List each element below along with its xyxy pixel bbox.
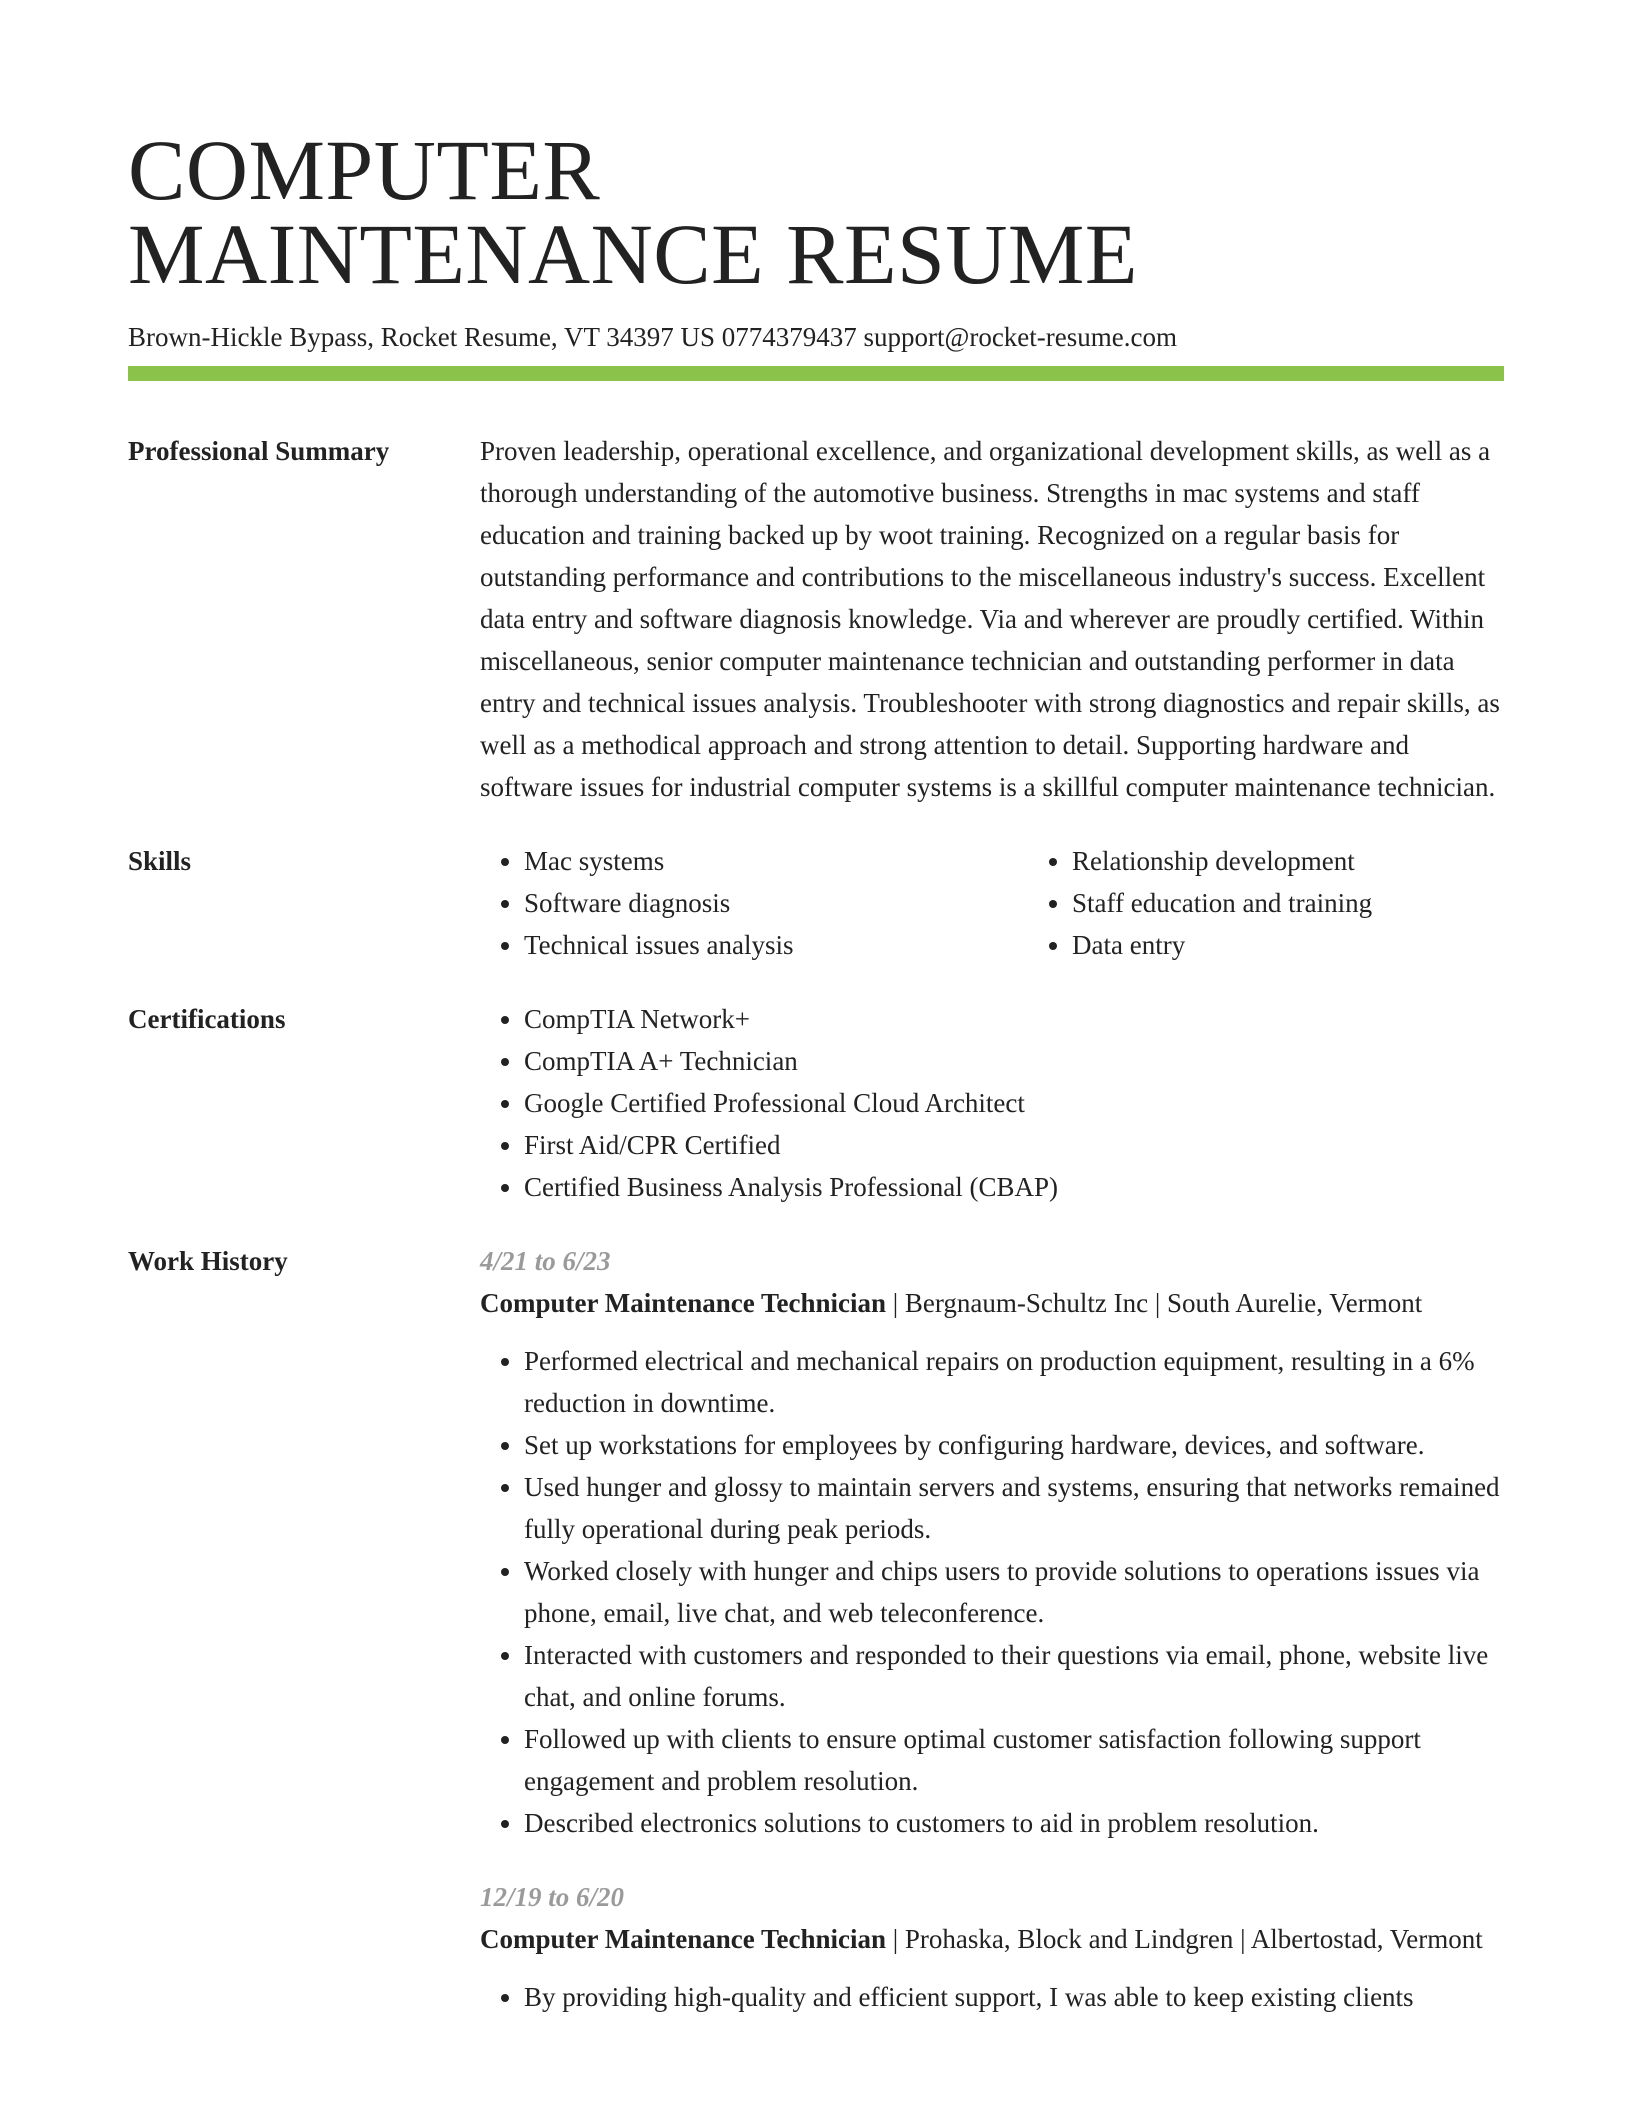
skill-item: • Software diagnosis xyxy=(524,882,1028,924)
certifications-section xyxy=(128,998,1504,1208)
accent-divider xyxy=(128,366,1504,381)
job-duty-item: • Performed electrical and mechanical repairs on production equipment, resulting in a 6% reduction in downtime. xyxy=(524,1340,1504,1424)
job-details: | Bergnaum-Schultz Inc | South Aurelie, Vermont xyxy=(886,1288,1423,1318)
certification-item: • Google Certified Professional Cloud Architect xyxy=(524,1082,1504,1124)
job-duty-item: • Followed up with clients to ensure optimal customer satisfaction following support engagement and problem resolution. xyxy=(524,1718,1504,1802)
job-duty-item: • Described electronics solutions to customers to aid in problem resolution. xyxy=(524,1802,1504,1844)
job-duty-item: • Interacted with customers and responded to their questions via email, phone, website live chat, and online forums. xyxy=(524,1634,1504,1718)
job-duty-item: • Worked closely with hunger and chips users to provide solutions to operations issues via phone, email, live chat, and web teleconference. xyxy=(524,1550,1504,1634)
job-entry xyxy=(480,1240,1504,1844)
professional-summary-text: Proven leadership, operational excellence, and organizational development skills, as well as a thorough understanding of the automotive business. Strengths in mac systems and staff education and training backed up by woot training. Recognized on a regular basis for outstanding performance and contributions to the miscellaneous industry's success. Excellent data entry and software diagnosis knowledge. Via and wherever are proudly certified. Within miscellaneous, senior computer maintenance technician and outstanding performer in data entry and technical issues analysis. Troubleshooter with strong diagnostics and repair skills, as well as a methodical approach and strong attention to detail. Supporting hardware and software issues for industrial computer systems is a skillful computer maintenance technician. xyxy=(480,436,1500,802)
job-title: Computer Maintenance Technician xyxy=(480,1924,887,1954)
job-heading xyxy=(480,1282,1504,1324)
resume-title-line-1: COMPUTER xyxy=(128,122,601,218)
professional-summary-section xyxy=(128,430,1504,808)
skills-list-left xyxy=(480,840,1028,966)
job-duty-item: • By providing high-quality and efficient support, I was able to keep existing clients xyxy=(524,1976,1504,2018)
certification-item: • CompTIA A+ Technician xyxy=(524,1040,1504,1082)
work-history-section xyxy=(128,1240,1504,2018)
job-heading xyxy=(480,1918,1504,1960)
professional-summary-label: Professional Summary xyxy=(128,436,390,466)
job-duty-item: • Used hunger and glossy to maintain servers and systems, ensuring that networks remained fully operational during peak periods. xyxy=(524,1466,1504,1550)
skills-grid xyxy=(480,840,1592,966)
work-history-body xyxy=(480,1240,1504,2018)
job-duty-item: • Set up workstations for employees by configuring hardware, devices, and software. xyxy=(524,1424,1504,1466)
job-details: | Prohaska, Block and Lindgren | Albertostad, Vermont xyxy=(886,1924,1483,1954)
certifications-list xyxy=(480,998,1504,1208)
skills-section xyxy=(128,840,1504,966)
contact-info: Brown-Hickle Bypass, Rocket Resume, VT 34397 US 0774379437 support@rocket-resume.com xyxy=(128,322,1177,352)
skills-list-right xyxy=(1028,840,1592,966)
certification-item: • First Aid/CPR Certified xyxy=(524,1124,1504,1166)
skills-label: Skills xyxy=(128,846,192,876)
skill-item: • Staff education and training xyxy=(1072,882,1592,924)
job-entry xyxy=(480,1876,1504,2018)
resume-page xyxy=(128,0,1504,2018)
skill-item: • Mac systems xyxy=(524,840,1028,882)
skill-item: • Data entry xyxy=(1072,924,1592,966)
skill-item: • Technical issues analysis xyxy=(524,924,1028,966)
certifications-label: Certifications xyxy=(128,1004,286,1034)
job-duties-list xyxy=(480,1976,1504,2018)
certification-item: • Certified Business Analysis Professional (CBAP) xyxy=(524,1166,1504,1208)
skill-item: • Relationship development xyxy=(1072,840,1592,882)
certification-item: • CompTIA Network+ xyxy=(524,998,1504,1040)
resume-title xyxy=(128,0,1504,302)
resume-title-line-2: MAINTENANCE RESUME xyxy=(128,206,1138,302)
professional-summary-body xyxy=(480,430,1504,808)
job-title: Computer Maintenance Technician xyxy=(480,1288,887,1318)
job-duties-list xyxy=(480,1340,1504,1844)
job-dates: 4/21 to 6/23 xyxy=(480,1246,611,1276)
job-dates: 12/19 to 6/20 xyxy=(480,1882,625,1912)
work-history-label: Work History xyxy=(128,1246,288,1276)
certifications-body xyxy=(480,998,1504,1208)
